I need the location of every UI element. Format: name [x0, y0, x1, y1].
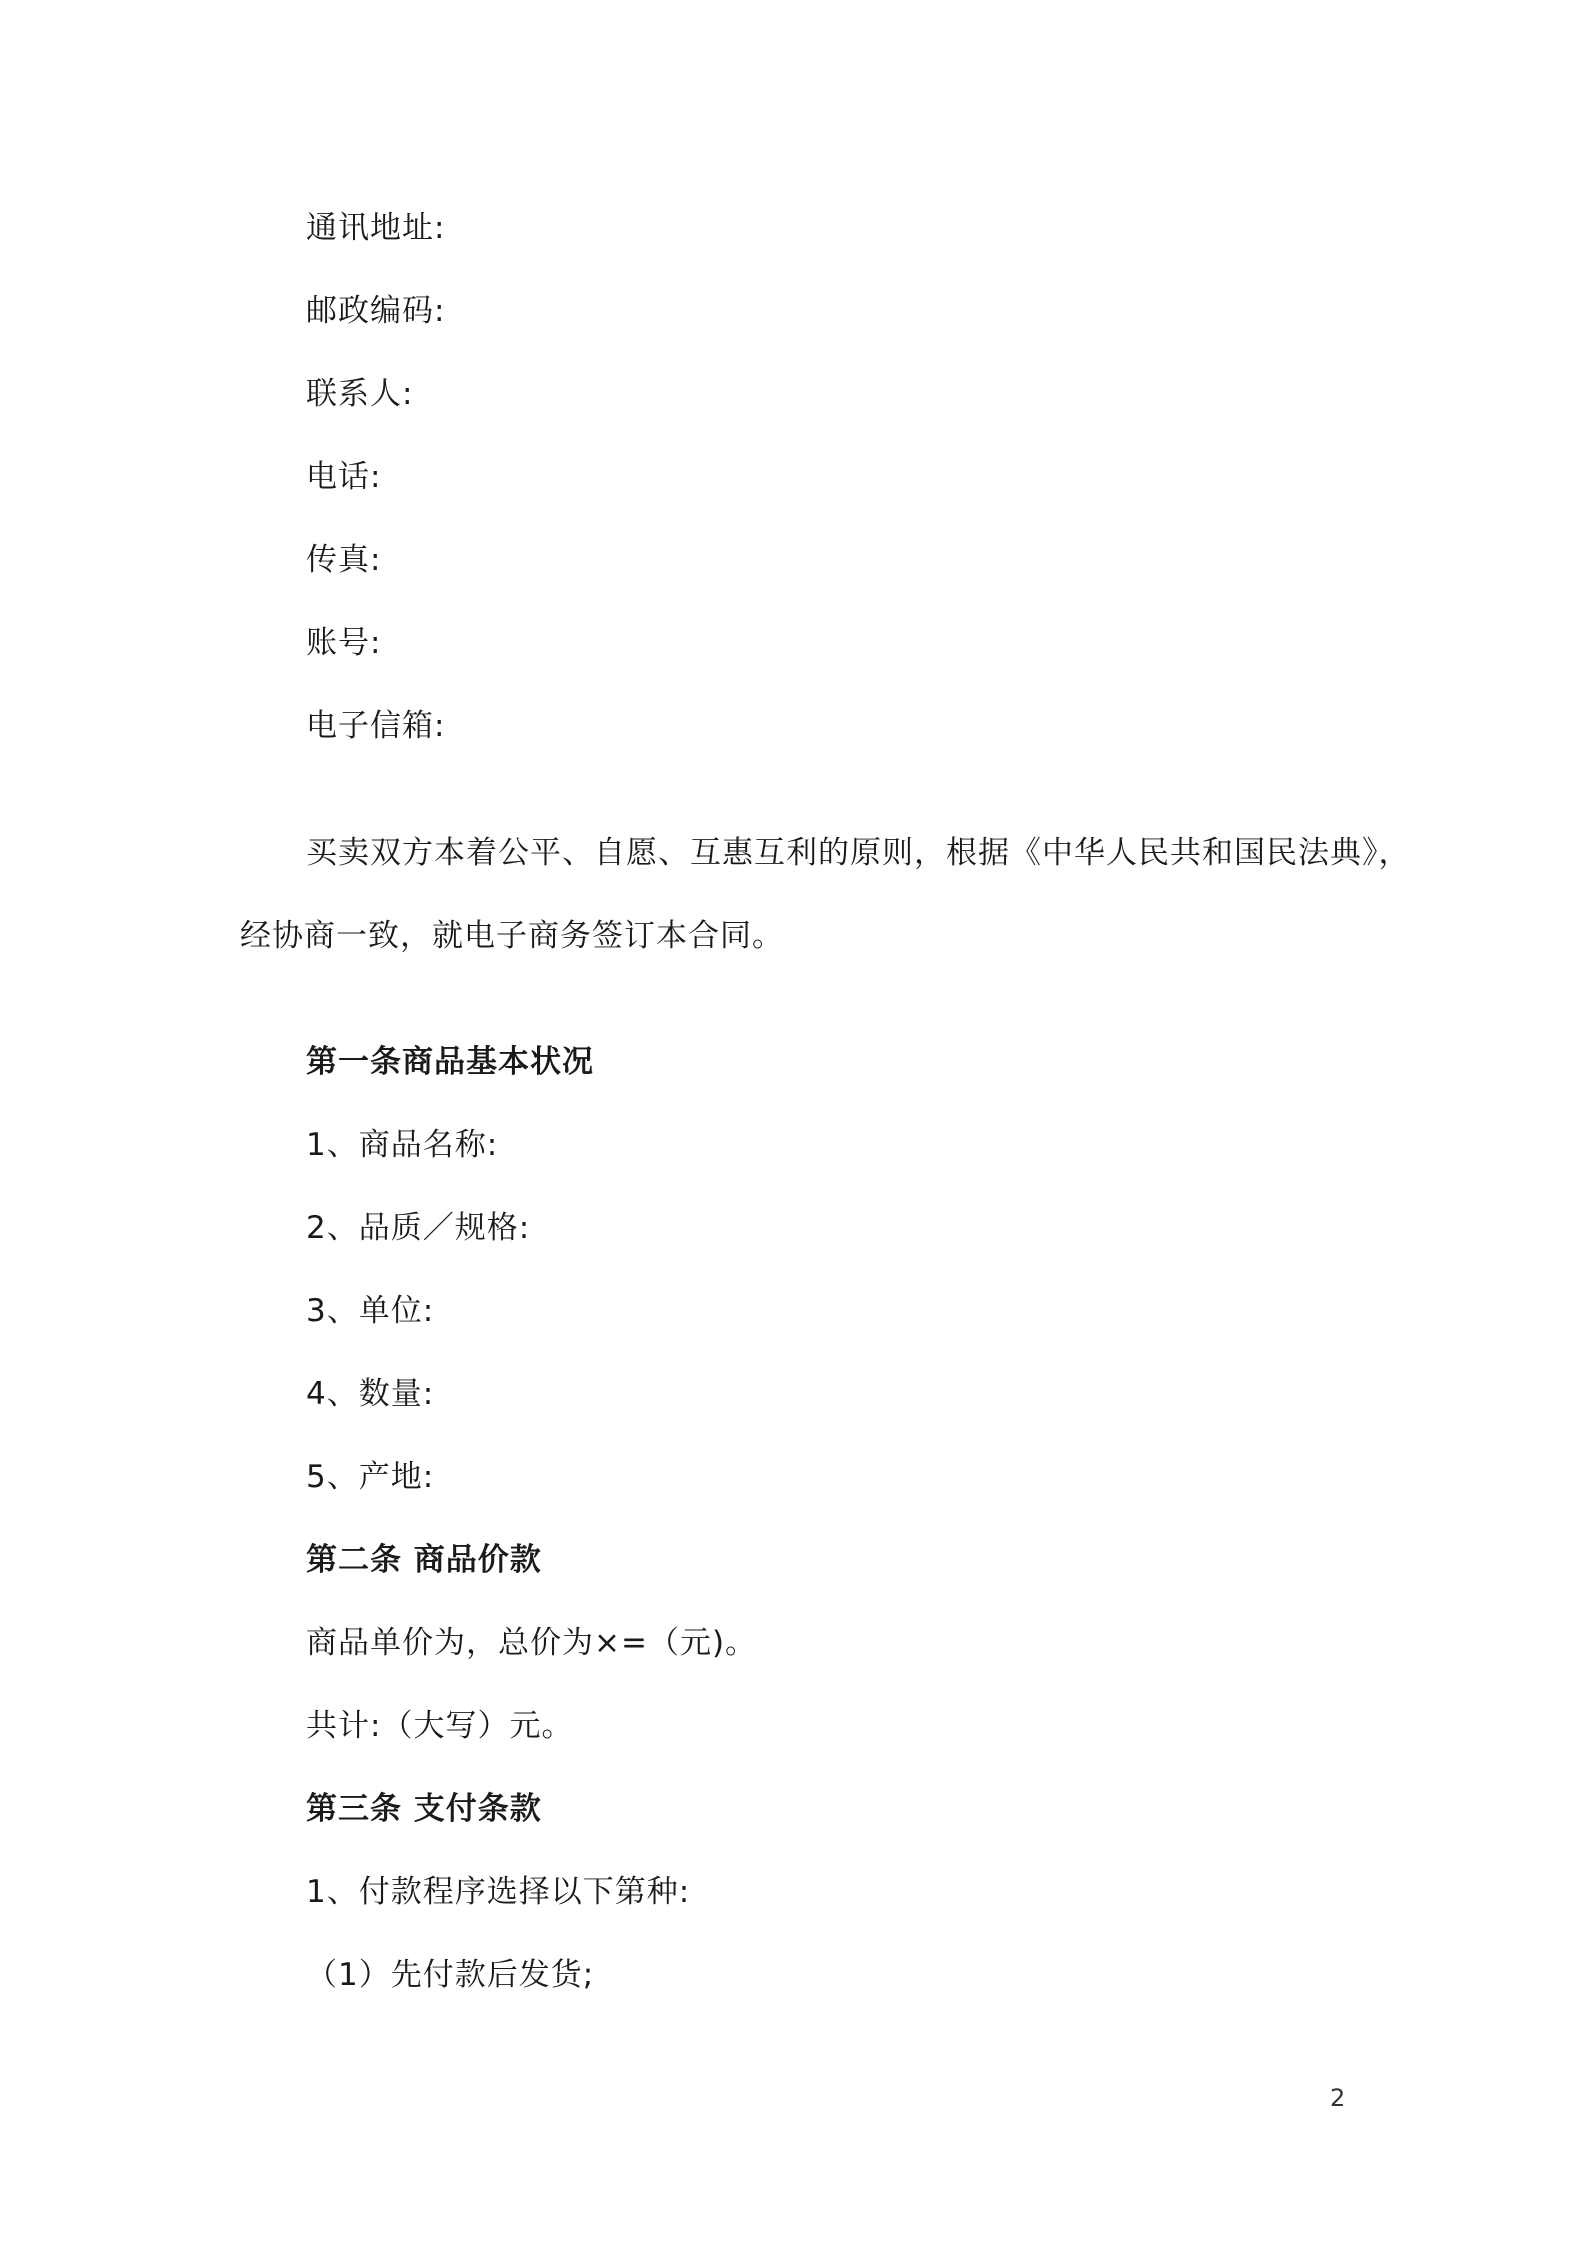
preamble-line-1: 买卖双方本着公平、自愿、互惠互利的原则，根据《中华人民共和国民法典》， — [306, 835, 1411, 871]
article-1-item: 5、产地: — [306, 1459, 435, 1495]
article-1-item: 2、品质／规格: — [306, 1210, 531, 1246]
email-label: 电子信箱: — [306, 708, 446, 744]
article-1-item: 3、单位: — [306, 1293, 435, 1329]
article-1-heading: 第一条商品基本状况 — [306, 1044, 594, 1080]
page-number: 2 — [1330, 2084, 1346, 2112]
payment-procedure-item: 1、付款程序选择以下第种: — [306, 1874, 691, 1910]
article-1-item: 4、数量: — [306, 1376, 435, 1412]
article-3-heading: 第三条 支付条款 — [306, 1791, 542, 1827]
account-label: 账号: — [306, 625, 382, 661]
article-1-item: 1、商品名称: — [306, 1127, 499, 1163]
preamble-line-2: 经协商一致，就电子商务签订本合同。 — [240, 918, 784, 954]
total-text: 共计:（大写）元。 — [306, 1708, 574, 1744]
payment-option-1: （1）先付款后发货; — [306, 1957, 595, 1993]
postcode-label: 邮政编码: — [306, 293, 446, 329]
article-2-heading: 第二条 商品价款 — [306, 1542, 542, 1578]
phone-label: 电话: — [306, 459, 382, 495]
fax-label: 传真: — [306, 542, 382, 578]
address-label: 通讯地址: — [306, 210, 446, 246]
contact-person-label: 联系人: — [306, 376, 414, 412]
unit-price-text: 商品单价为，总价为×=（元)。 — [306, 1625, 758, 1661]
